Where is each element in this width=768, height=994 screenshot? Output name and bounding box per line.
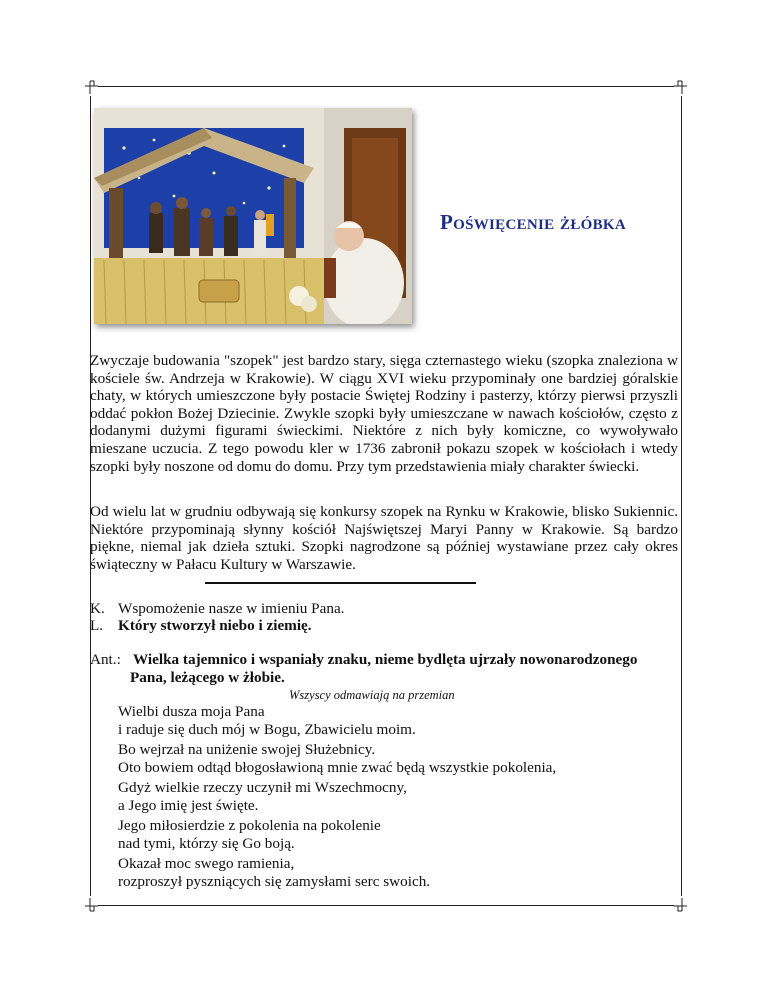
frame-corner-bottom-left bbox=[84, 898, 98, 912]
responsory-k-tag: K. bbox=[90, 600, 105, 617]
nativity-photo bbox=[94, 108, 412, 324]
verse-5 bbox=[118, 855, 430, 890]
verse-1-line-2: i raduje się duch mój w Bogu, Zbawicielu moim. bbox=[118, 720, 416, 738]
verse-3-line-1: Gdyż wielkie rzeczy uczynił mi Wszechmocny, bbox=[118, 779, 407, 796]
verse-4-line-2: nad tymi, którzy się Go boją. bbox=[118, 834, 295, 852]
antiphon-line-1: Wielka tajemnico i wspaniały znaku, nieme bydlęta ujrzały nowonarodzonego bbox=[133, 651, 638, 668]
verse-3-line-2: a Jego imię jest święte. bbox=[118, 796, 259, 814]
intro-paragraph: Zwyczaje budowania "szopek" jest bardzo stary, sięga czternastego wieku (szopka znaleziona w kościele św. Andrzeja w Krakowie). W ciągu XVI wieku przypominały one bardziej góralskie chaty, w których umieszczone były postacie Świętej Rodziny i pasterzy, którzy pierwsi przyszli oddać pokłon Bożej Dziecinie. Zwykle szopki były umieszczane w nawach kościołów, często z dodanymi dużymi figurami świeckimi. Niektóre z nich były komiczne, co wywoływało mieszane uczucia. Z tego powodu kler w 1736 zabronił pokazu szopek w kościołach i wtedy szopki były noszone od domu do domu. Przy tym przedstawienia miały charakter świecki. bbox=[90, 352, 678, 475]
verse-2-line-2: Oto bowiem odtąd błogosławioną mnie zwać będą wszystkie pokolenia, bbox=[118, 758, 557, 776]
verse-5-line-1: Okazał moc swego ramienia, bbox=[118, 855, 295, 872]
verse-4 bbox=[118, 817, 381, 852]
verse-1 bbox=[118, 703, 416, 738]
verse-3 bbox=[118, 779, 407, 814]
antiphon bbox=[90, 651, 690, 686]
responsory-l bbox=[90, 617, 312, 635]
responsory-k-text: Wspomożenie nasze w imieniu Pana. bbox=[118, 600, 345, 617]
frame-corner-top-right bbox=[674, 80, 688, 94]
verse-2-line-1: Bo wejrzał na uniżenie swojej Służebnicy. bbox=[118, 741, 376, 758]
verse-5-line-2: rozproszył pyszniących się zamysłami serc swoich. bbox=[118, 872, 431, 890]
verse-2 bbox=[118, 741, 556, 776]
frame-left-line bbox=[90, 96, 91, 896]
frame-bottom-line bbox=[98, 905, 674, 906]
page-title: Poświęcenie żłóbka bbox=[440, 210, 627, 234]
antiphon-line-2: Pana, leżącego w żłobie. bbox=[130, 668, 285, 686]
frame-top-line bbox=[98, 86, 674, 87]
krakow-paragraph: Od wielu lat w grudniu odbywają się konkursy szopek na Rynku w Krakowie, blisko Sukiennic. Niektóre przypominają słynny kościół Najświętszej Maryi Panny w Krakowie. Są bardzo piękne, niemal jak dzieła sztuki. Szopki nagrodzone są później wystawiane przez cały okres świąteczny w Pałacu Kultury w Warszawie. bbox=[90, 503, 678, 573]
verse-1-line-1: Wielbi dusza moja Pana bbox=[118, 703, 265, 720]
section-divider bbox=[205, 582, 476, 584]
responsory-l-text: Który stworzył niebo i ziemię. bbox=[118, 617, 312, 634]
verse-4-line-1: Jego miłosierdzie z pokolenia na pokolenie bbox=[118, 817, 381, 834]
frame-corner-bottom-right bbox=[674, 898, 688, 912]
antiphon-tag: Ant.: bbox=[90, 651, 121, 668]
frame-right-line bbox=[681, 96, 682, 896]
rubric-note: Wszyscy odmawiają na przemian bbox=[289, 688, 455, 702]
responsory-k bbox=[90, 600, 344, 618]
responsory-l-tag: L. bbox=[90, 617, 104, 634]
frame-corner-top-left bbox=[84, 80, 98, 94]
